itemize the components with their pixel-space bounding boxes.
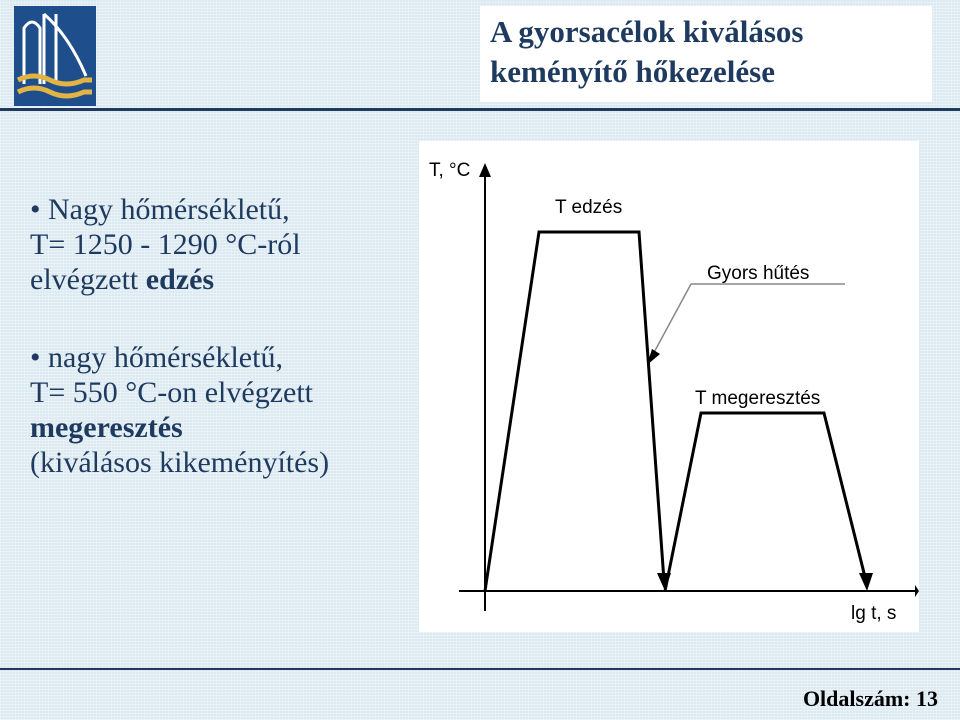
y-axis-label: T, °C	[429, 160, 471, 181]
bullet-line: • Nagy hőmérsékletű,	[30, 193, 290, 226]
label-tempering-temp: T megeresztés	[695, 388, 821, 409]
bullet-text: elvégzett	[30, 263, 146, 296]
x-axis-label: lg t, s	[851, 603, 897, 624]
hardening-curve	[485, 232, 664, 591]
header-rule	[0, 108, 960, 111]
bullet-item-hardening	[30, 192, 420, 297]
tempering-end-arrow	[859, 573, 873, 591]
bullet-list	[30, 192, 420, 523]
x-axis-arrow	[915, 585, 919, 597]
label-fast-cooling: Gyors hűtés	[707, 263, 810, 284]
bullet-emphasis: edzés	[145, 263, 215, 296]
heat-treatment-diagram	[419, 141, 919, 632]
bullet-text: Nagy hőmérsékletű,	[48, 193, 290, 226]
bullet-item-tempering	[30, 340, 420, 480]
bullet-line: • nagy hőmérsékletű,	[30, 341, 283, 374]
slide-title	[490, 12, 930, 92]
bullet-line: (kiválásos kikeményítés)	[30, 446, 330, 479]
bullet-line	[30, 262, 420, 297]
bullet-line: T= 1250 - 1290 °C-ról	[30, 228, 301, 261]
slide-title-line-1: A gyorsacélok kiválásos	[490, 14, 804, 49]
y-axis-arrow	[479, 163, 491, 177]
bullet-emphasis: megeresztés	[30, 411, 183, 444]
tempering-curve	[665, 413, 866, 591]
bullet-line: T= 550 °C-on elvégzett	[30, 376, 314, 409]
slide-title-line-2: keményítő hőkezelése	[490, 54, 775, 89]
diagram-canvas	[419, 141, 919, 632]
fast-cooling-pointer	[651, 284, 691, 358]
page-number: Oldalszám: 13	[802, 686, 938, 711]
label-hardening-temp: T edzés	[555, 197, 623, 218]
footer-rule	[0, 668, 960, 670]
university-logo	[14, 6, 96, 106]
bullet-text: nagy hőmérsékletű,	[48, 341, 283, 374]
